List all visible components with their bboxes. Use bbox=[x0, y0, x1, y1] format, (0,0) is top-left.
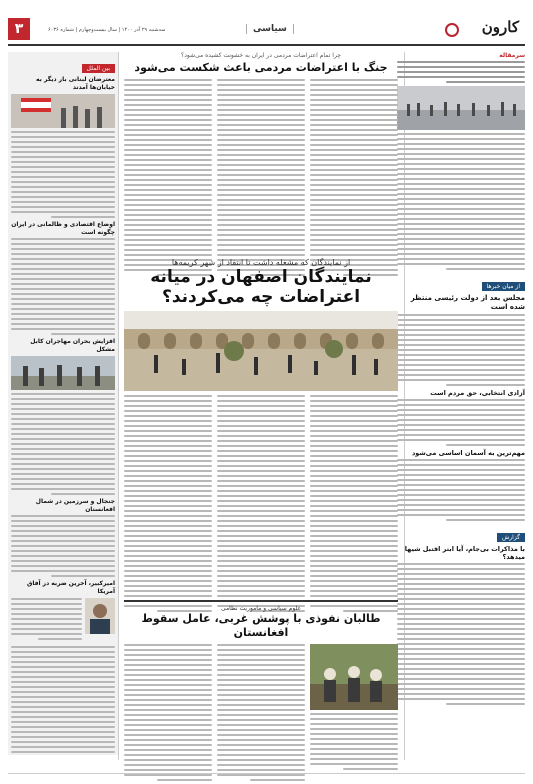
bottom-photo-column bbox=[310, 644, 398, 784]
article-text bbox=[11, 515, 115, 577]
text-column bbox=[217, 395, 305, 615]
article-text bbox=[11, 238, 115, 335]
article-headline: افزایش بحران مهاجران کابل مشکل bbox=[30, 338, 115, 353]
bottom-story-header bbox=[124, 600, 398, 640]
main-photo bbox=[124, 311, 398, 391]
text-column bbox=[310, 713, 398, 770]
article-headline: آزادی انتخابی، حق مردم است bbox=[430, 388, 525, 397]
main-story bbox=[124, 258, 398, 615]
migrants-photo bbox=[11, 356, 115, 390]
portrait-photo bbox=[85, 598, 115, 634]
logo-mark-icon bbox=[445, 23, 459, 37]
article-headline: امیرکبیر، آخرین ضربه در آفاق آمریکا bbox=[26, 580, 115, 595]
article-text bbox=[397, 399, 525, 446]
top-article-columns bbox=[124, 79, 398, 279]
article-headline: جنجال و سرزمین در شمال افغانستان bbox=[35, 498, 115, 513]
bottom-headline: طالبان نفوذی با پوشش غربی، عامل سقوط افغانستان bbox=[141, 612, 381, 639]
article-text bbox=[11, 393, 115, 495]
text-column bbox=[310, 79, 398, 279]
article-text bbox=[11, 131, 115, 218]
lead-kicker: سرمقاله bbox=[499, 52, 525, 59]
section-tag: از میان خبرها bbox=[482, 282, 525, 291]
text-column bbox=[124, 644, 212, 784]
article-headline: با مذاکرات بی‌جام، آیا ابتر اقتبل شیها میدهد؟ bbox=[404, 544, 525, 561]
text-column bbox=[124, 79, 212, 279]
main-kicker: از نمایندگان که مشغله داشت تا انتقاد از شهر کریمه‌ها bbox=[171, 258, 351, 267]
masthead bbox=[8, 18, 525, 46]
left-column bbox=[8, 52, 118, 755]
protest-photo bbox=[397, 86, 525, 130]
text-column bbox=[217, 79, 305, 279]
bottom-article-layout bbox=[124, 644, 398, 784]
text-column bbox=[217, 644, 305, 784]
dateline: سه‌شنبه ۲۹ آذر ۱۴۰۰ | سال بیست‌وچهارم | شماره ۶۰۳۶ bbox=[48, 27, 166, 33]
article-text bbox=[11, 646, 115, 755]
section-label: سیاسی bbox=[246, 24, 294, 34]
section-tag: بین الملل bbox=[82, 64, 115, 73]
article-headline: مهم‌ترین به آسمان اساسی می‌شود bbox=[411, 448, 525, 457]
bottom-story bbox=[124, 600, 398, 784]
page-number: ۳ bbox=[8, 18, 30, 40]
top-headline: جنگ با اعتراضات مردمی باعث شکست می‌شود bbox=[134, 61, 388, 74]
page-footer-rule bbox=[8, 773, 525, 774]
text-column bbox=[310, 395, 398, 615]
article-text bbox=[397, 314, 525, 386]
lebanon-photo bbox=[11, 94, 115, 128]
text-column bbox=[124, 395, 212, 615]
taliban-photo bbox=[310, 644, 398, 710]
lead-text-2 bbox=[397, 133, 525, 270]
center-top bbox=[124, 52, 398, 279]
article-text bbox=[11, 598, 82, 643]
lead-text bbox=[397, 61, 525, 83]
main-article-columns bbox=[124, 395, 398, 615]
article-text bbox=[397, 563, 525, 705]
top-kicker: چرا تمام اعتراضات مردمی در ایران به خشونت کشیده می‌شود؟ bbox=[181, 52, 341, 59]
newspaper-logo: کارون bbox=[481, 18, 519, 36]
article-headline: اوضاع اقتصادی و ظالمانی در ایران چگونه است bbox=[11, 221, 115, 236]
article-headline: مجلس بعد از دولت رئیسی منتظر شده است bbox=[410, 294, 525, 311]
section-tag: گزارش bbox=[497, 533, 525, 542]
right-column bbox=[397, 52, 525, 708]
main-headline: نمایندگان اصفهان در میانه اعتراضات چه می‌کردند؟ bbox=[150, 267, 372, 307]
article-with-photo bbox=[11, 598, 115, 643]
bottom-kicker: علوم سیاسی و ماموریت نظامی bbox=[220, 605, 302, 612]
article-text bbox=[397, 459, 525, 521]
article-headline: معترضان لبنانی بار دیگر به خیابان‌ها آمدند bbox=[36, 76, 115, 91]
column-divider bbox=[118, 52, 119, 760]
